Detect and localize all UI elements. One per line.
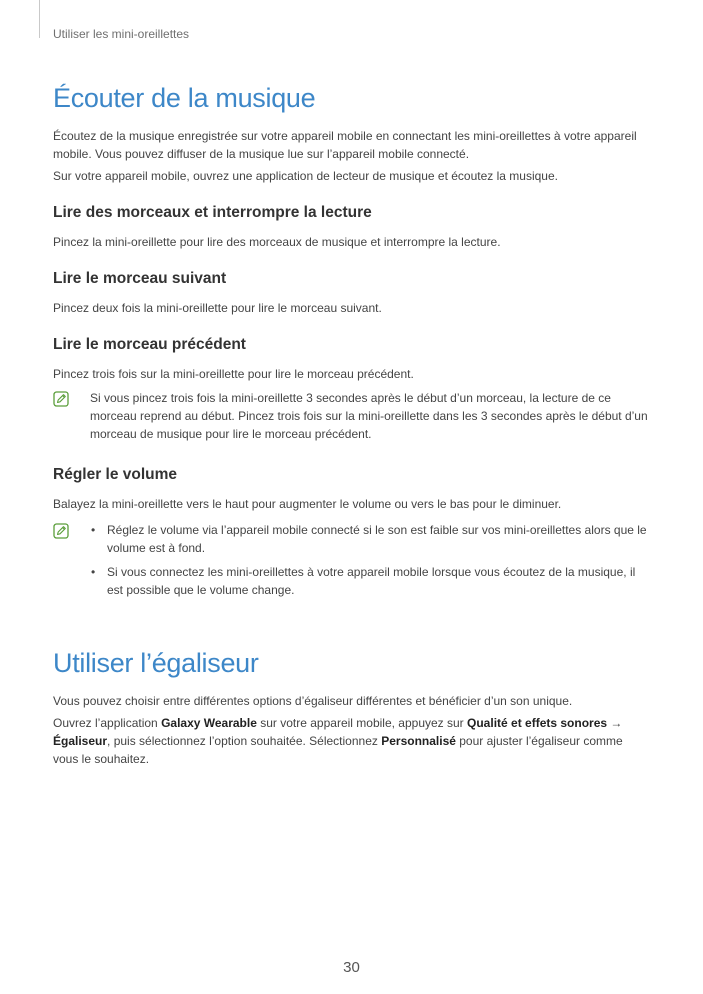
text-run: Ouvrez l’application bbox=[53, 716, 162, 730]
text-run: , puis sélectionnez l’option souhaitée. Sélectionnez bbox=[107, 734, 382, 748]
equalizer-paragraph-1: Vous pouvez choisir entre différentes options d’égaliseur différentes et bénéficier d’un son unique. bbox=[53, 694, 573, 708]
page-content bbox=[53, 80, 648, 772]
app-name-galaxy-wearable: Galaxy Wearable bbox=[161, 716, 257, 730]
note-previous-track-text: Si vous pincez trois fois la mini-oreillette 3 secondes après le début d’un morceau, la lecture de ce morceau reprend au début. Pincez trois fois sur la mini-oreillette dans les 3 secondes après le début d’un morceau de musique pour lire le morceau précédent. bbox=[90, 391, 648, 441]
note-previous-track bbox=[53, 389, 648, 443]
previous-track-text: Pincez trois fois sur la mini-oreillette pour lire le morceau précédent. bbox=[53, 367, 414, 381]
option-custom: Personnalisé bbox=[381, 734, 456, 748]
note-volume bbox=[53, 521, 648, 605]
intro-paragraph-2: Sur votre appareil mobile, ouvrez une application de lecteur de musique et écoutez la musique. bbox=[53, 169, 558, 183]
header-rule bbox=[39, 0, 40, 38]
subheading-previous-track: Lire le morceau précédent bbox=[53, 336, 246, 353]
text-run: sur votre appareil mobile, appuyez sur bbox=[256, 716, 468, 730]
text-run: pour ajuster l’égaliseur comme vous le souhaitez. bbox=[53, 734, 623, 766]
arrow-separator: → bbox=[607, 716, 623, 730]
play-pause-text: Pincez la mini-oreillette pour lire des morceaux de musique et interrompre la lecture. bbox=[53, 235, 501, 249]
note-pencil-icon bbox=[53, 523, 69, 539]
menu-equalizer: Égaliseur bbox=[53, 734, 108, 748]
subheading-play-pause: Lire des morceaux et interrompre la lecture bbox=[53, 204, 372, 221]
volume-text: Balayez la mini-oreillette vers le haut pour augmenter le volume ou vers le bas pour le diminuer. bbox=[53, 497, 562, 511]
intro-paragraph-1: Écoutez de la musique enregistrée sur votre appareil mobile en connectant les mini-oreillettes à votre appareil mobile. Vous pouvez diffuser de la musique lue sur l’appareil mobile connecté. bbox=[53, 129, 637, 161]
page-number: 30 bbox=[343, 959, 360, 976]
next-track-text: Pincez deux fois la mini-oreillette pour lire le morceau suivant. bbox=[53, 301, 382, 315]
list-item: • Si vous connectez les mini-oreillettes à votre appareil mobile lorsque vous écoutez de la musique, il est possible que le volume change. bbox=[90, 563, 648, 599]
subheading-next-track: Lire le morceau suivant bbox=[53, 270, 227, 287]
note-pencil-icon bbox=[53, 391, 69, 407]
volume-notes-list bbox=[90, 521, 648, 599]
list-item: • Réglez le volume via l’appareil mobile connecté si le son est faible sur vos mini-oreillettes alors que le volume est à fond. bbox=[90, 521, 648, 557]
running-header: Utiliser les mini-oreillettes bbox=[53, 27, 190, 41]
menu-sound-quality: Qualité et effets sonores bbox=[467, 716, 608, 730]
section-title-music: Écouter de la musique bbox=[53, 83, 316, 113]
equalizer-paragraph-2 bbox=[53, 714, 648, 768]
section-title-equalizer: Utiliser l’égaliseur bbox=[53, 648, 259, 678]
subheading-volume: Régler le volume bbox=[53, 466, 178, 483]
